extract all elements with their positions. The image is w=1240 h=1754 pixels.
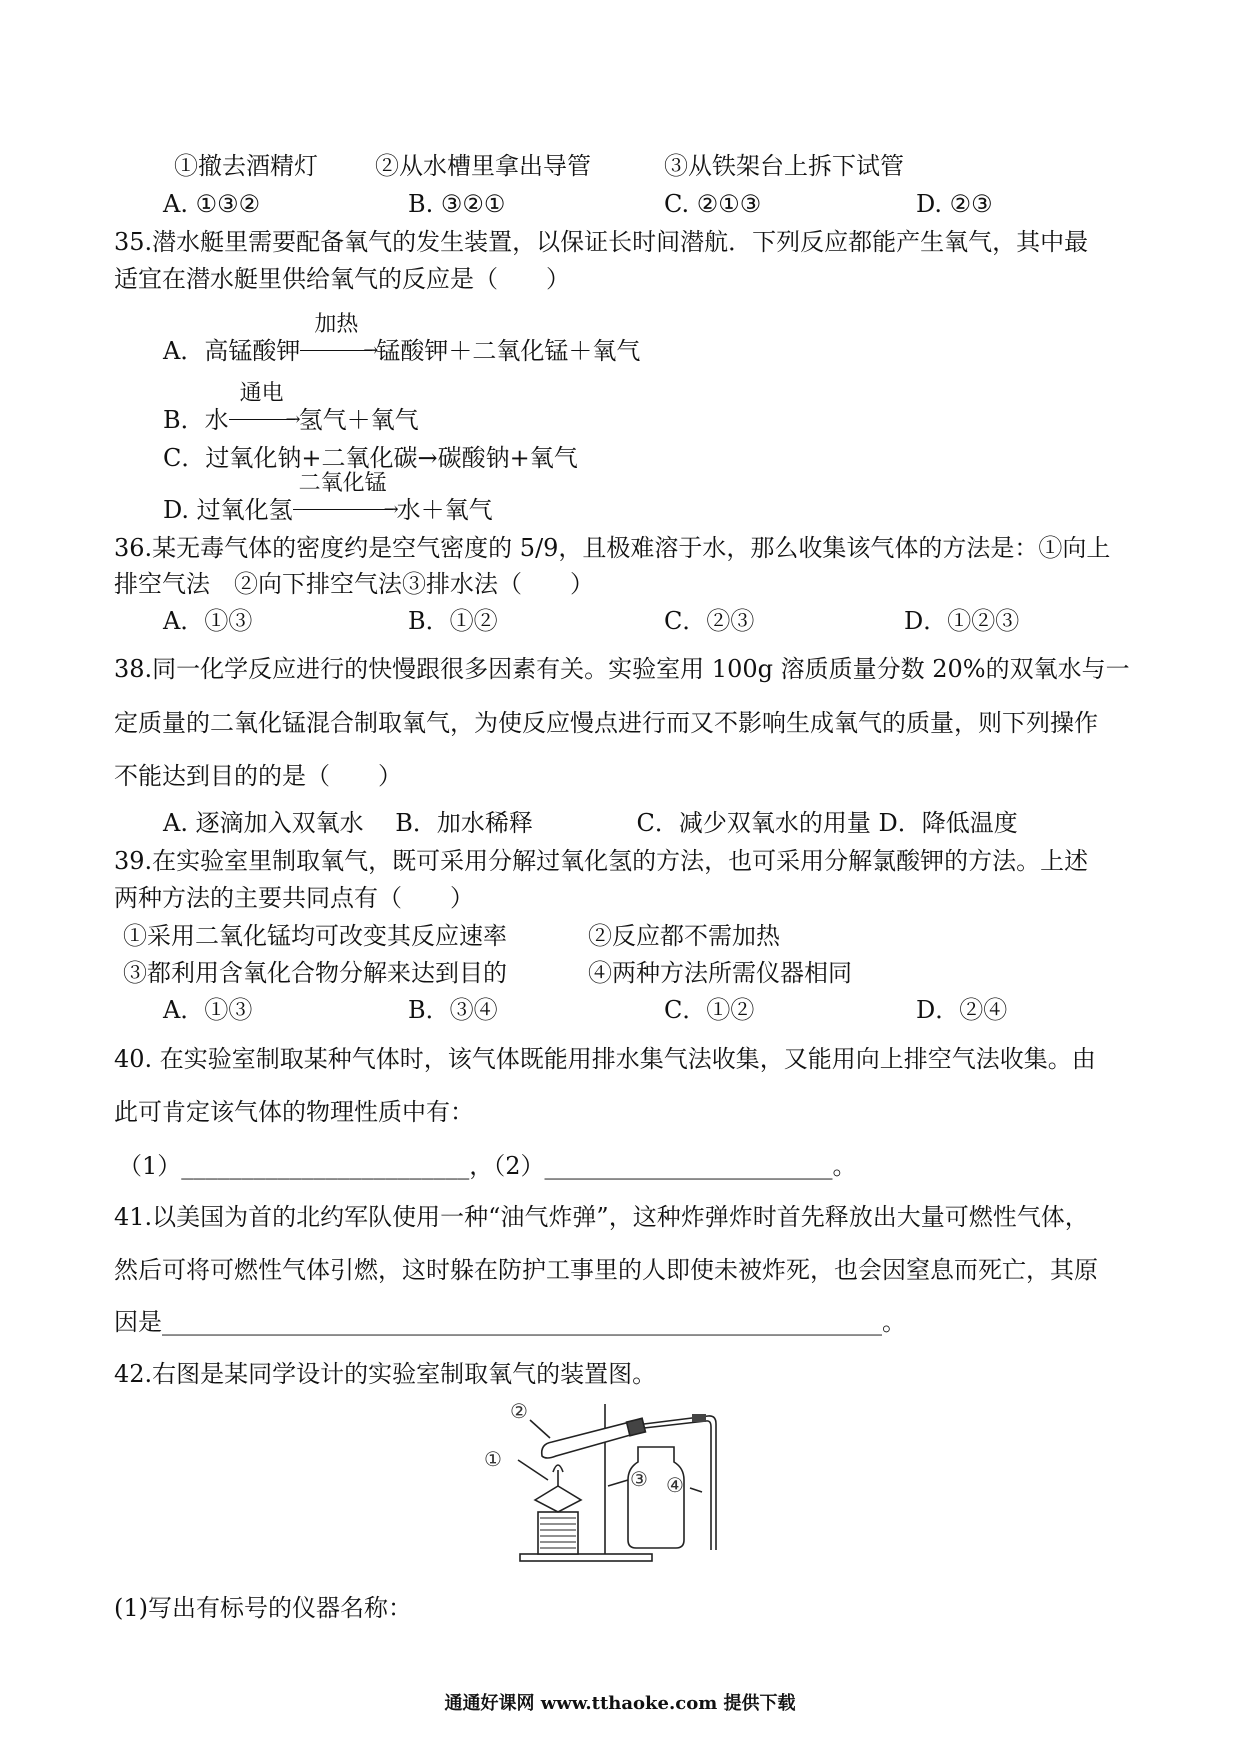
q35-option-a [163, 312, 641, 367]
q41-stem-line1: 41.以美国为首的北约军队使用一种“油气炸弹”，这种炸弹炸时首先释放出大量可燃性气体， [114, 1203, 1089, 1231]
q38-stem-line3: 不能达到目的的是（ ） [114, 762, 402, 790]
q36-option-d: D．①②③ [904, 607, 1020, 635]
diagram-label-1: ① [484, 1447, 502, 1471]
q35-a-reactant: A．高锰酸钾 [163, 337, 301, 365]
q39-item-3: ③都利用含氧化合物分解来达到目的 [123, 959, 507, 987]
q34-option-c: C. ②①③ [664, 190, 762, 218]
q34-option-b: B. ③②① [408, 190, 506, 218]
q42-stem: 42.右图是某同学设计的实验室制取氧气的装置图。 [114, 1360, 657, 1388]
q35-d-reactant: D. 过氧化氢 [163, 496, 293, 524]
q39-item-2: ②反应都不需加热 [588, 922, 780, 950]
q39-option-d: D．②④ [916, 996, 1008, 1024]
q38-stem-line2: 定质量的二氧化锰混合制取氧气，为使反应慢点进行而又不影响生成氧气的质量，则下列操作 [114, 709, 1098, 737]
q40-stem-line2: 此可肯定该气体的物理性质中有： [114, 1098, 474, 1126]
reaction-arrow: 二氧化锰 → [293, 494, 393, 526]
q34-option-d: D. ②③ [916, 190, 993, 218]
q35-option-d [163, 471, 493, 526]
oxygen-apparatus-diagram [480, 1400, 780, 1570]
q38-options: A. 逐滴加入双氧水 B．加水稀释 C．减少双氧水的用量 D．降低温度 [163, 809, 1018, 837]
q35-b-reactant: B．水 [163, 406, 229, 434]
q35-a-products: 锰酸钾＋二氧化锰＋氧气 [376, 337, 641, 365]
q39-stem-line2: 两种方法的主要共同点有（ ） [114, 884, 474, 912]
q41-stem-line2: 然后可将可燃性气体引燃，这时躲在防护工事里的人即使未被炸死，也会因窒息而死亡，其原 [114, 1256, 1098, 1284]
diagram-label-2: ② [510, 1400, 528, 1423]
q39-item-4: ④两种方法所需仪器相同 [588, 959, 852, 987]
q35-a-condition: 加热 [314, 312, 359, 337]
q36-option-c: C．②③ [664, 607, 755, 635]
diagram-label-3: ③ [630, 1467, 648, 1491]
q35-stem-line2: 适宜在潜水艇里供给氧气的反应是（ ） [114, 265, 570, 293]
q36-option-a: A．①③ [163, 607, 253, 635]
q36-option-b: B．①② [408, 607, 498, 635]
q39-item-1: ①采用二氧化锰均可改变其反应速率 [123, 922, 507, 950]
q36-stem-line2: 排空气法 ②向下排空气法③排水法（ ） [114, 570, 594, 598]
diagram-label-4: ④ [666, 1473, 684, 1497]
q34-step-2: ②从水槽里拿出导管 [375, 152, 591, 180]
q39-stem-line1: 39.在实验室里制取氧气，既可采用分解过氧化氢的方法，也可采用分解氯酸钾的方法。上述 [114, 847, 1089, 875]
q40-stem-line1: 40. 在实验室制取某种气体时，该气体既能用排水集气法收集，又能用向上排空气法收集。由 [114, 1045, 1096, 1073]
q35-option-c: C．过氧化钠+二氧化碳→碳酸钠+氧气 [163, 444, 578, 472]
q36-stem-line1: 36.某无毒气体的密度约是空气密度的 5/9，且极难溶于水，那么收集该气体的方法是：①向上 [114, 534, 1111, 562]
page-footer: 通通好课网 www.tthaoke.com 提供下载 [444, 1693, 796, 1714]
q39-option-c: C．①② [664, 996, 755, 1024]
q39-option-b: B．③④ [408, 996, 498, 1024]
q35-b-products: 氢气＋氧气 [298, 406, 419, 434]
q35-option-b [163, 381, 419, 436]
q34-option-a: A. ①③② [163, 190, 261, 218]
q42-sub-question-1: (1)写出有标号的仪器名称： [114, 1594, 412, 1622]
reaction-arrow: 通电 → [229, 404, 295, 436]
q35-b-condition: 通电 [239, 381, 284, 406]
q40-blanks: （1）________________________，（2）________________________。 [118, 1152, 857, 1180]
q34-step-3: ③从铁架台上拆下试管 [664, 152, 904, 180]
q38-stem-line1: 38.同一化学反应进行的快慢跟很多因素有关。实验室用 100g 溶质质量分数 20%的双氧水与一 [114, 655, 1130, 683]
q35-stem-line1: 35.潜水艇里需要配备氧气的发生装置，以保证长时间潜航．下列反应都能产生氧气，其中最 [114, 228, 1089, 256]
reaction-arrow: 加热 → [300, 335, 372, 367]
q35-d-condition: 二氧化锰 [298, 471, 387, 496]
q35-d-products: 水＋氧气 [396, 496, 493, 524]
q34-step-1: ①撤去酒精灯 [174, 152, 318, 180]
q39-option-a: A．①③ [163, 996, 253, 1024]
q41-stem-line3: 因是____________________________________________________________。 [114, 1308, 906, 1336]
